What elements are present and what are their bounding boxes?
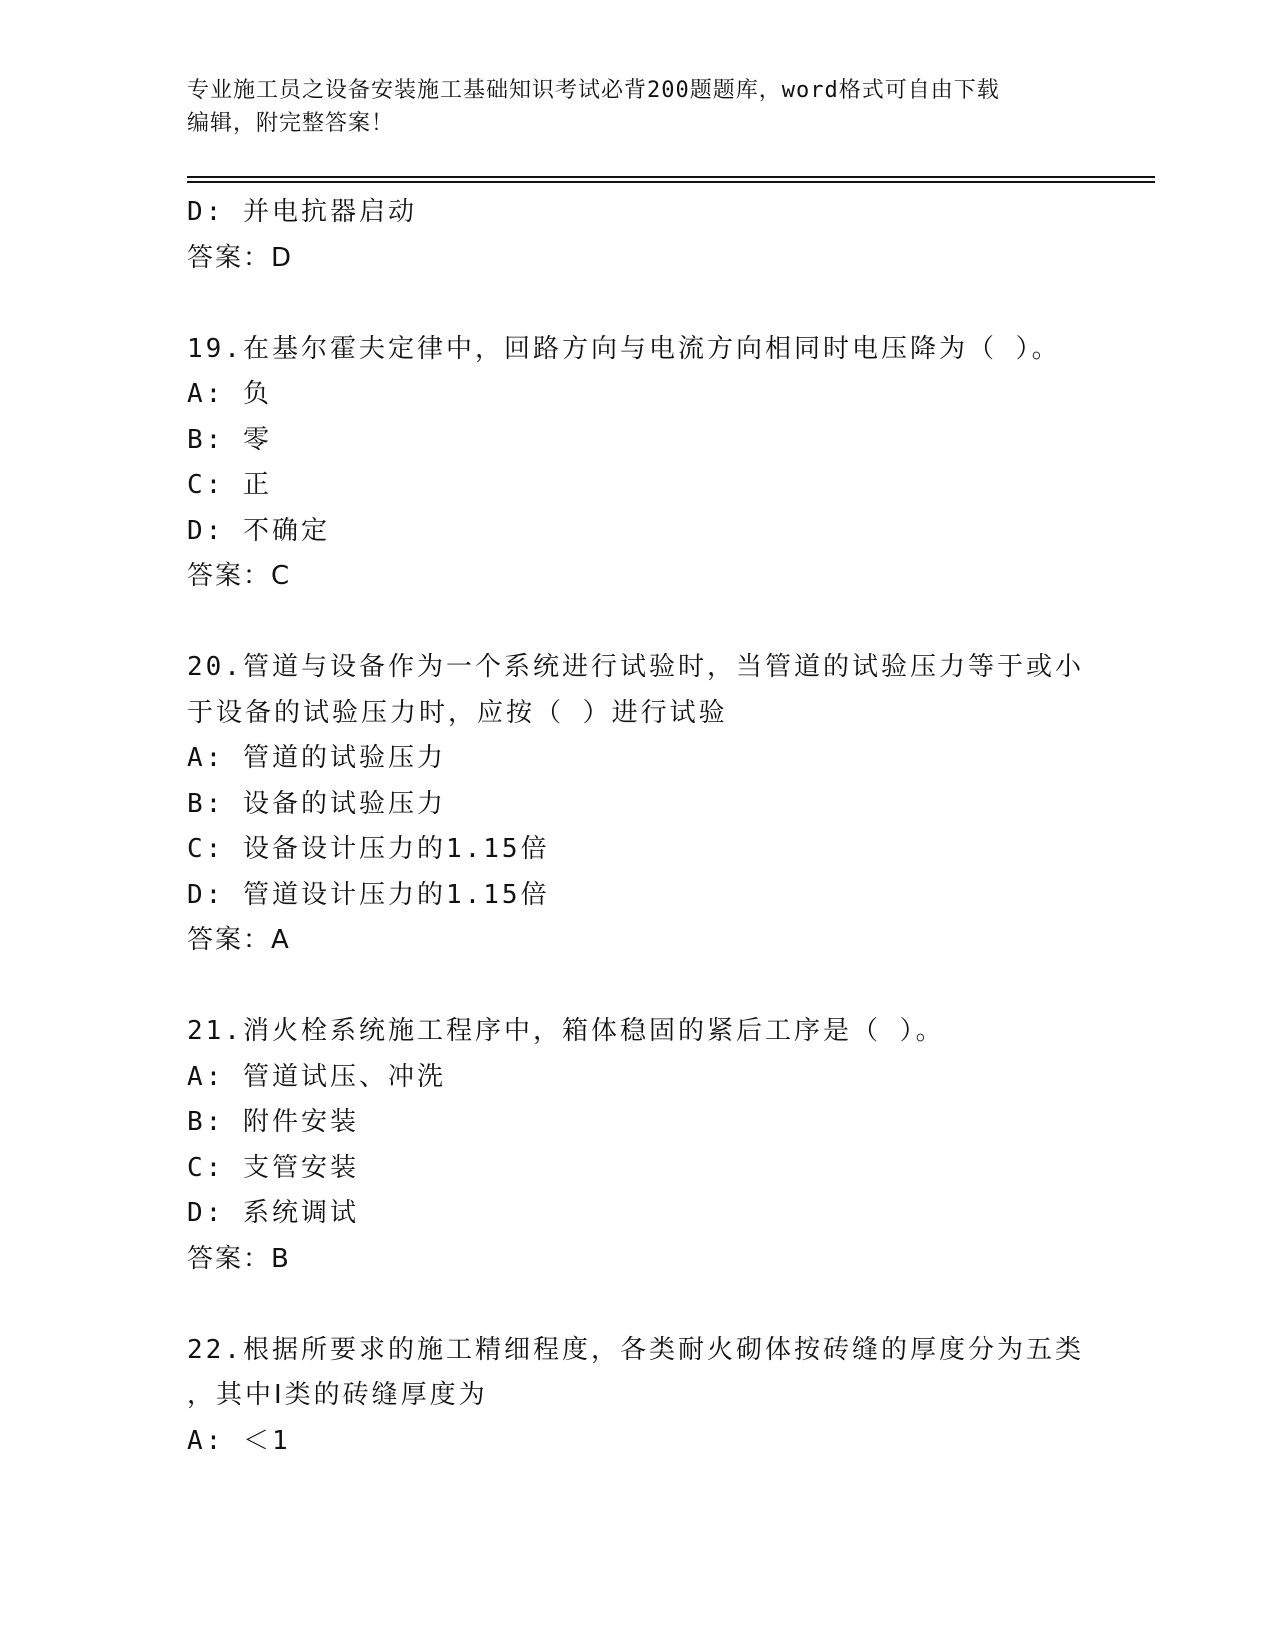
question-stem: 19.在基尔霍夫定律中，回路方向与电流方向相同时电压降为（ ）。: [187, 333, 1061, 364]
option-d: D: 并电抗器启动: [187, 197, 417, 227]
answer-line: 答案：C: [187, 561, 292, 591]
document-header: [187, 74, 1087, 140]
header-divider-bottom: [187, 181, 1155, 183]
option-d: D: 系统调试: [187, 1198, 359, 1228]
option-b: B: 附件安装: [187, 1107, 359, 1137]
option-c: C: 设备设计压力的1.15倍: [187, 834, 550, 864]
question-stem-line-1: 20.管道与设备作为一个系统进行试验时，当管道的试验压力等于或小: [187, 652, 1084, 682]
option-b: B: 设备的试验压力: [187, 788, 446, 819]
option-a: A: 管道试压、冲洗: [187, 1061, 446, 1092]
option-c: C: 正: [187, 470, 272, 500]
spacer: [187, 964, 1087, 1010]
question-stem-line-1: 22.根据所要求的施工精细程度，各类耐火砌体按砖缝的厚度分为五类: [187, 1334, 1084, 1365]
question-22: [187, 1328, 1087, 1465]
spacer: [187, 600, 1087, 646]
question-19: [187, 327, 1087, 600]
option-c: C: 支管安装: [187, 1152, 359, 1183]
answer-line: 答案：A: [187, 925, 291, 955]
option-a: A: 负: [187, 379, 272, 409]
option-d: D: 管道设计压力的1.15倍: [187, 879, 550, 910]
answer-line: 答案：B: [187, 1243, 291, 1274]
question-list: [187, 190, 1087, 1464]
option-d: D: 不确定: [187, 515, 330, 546]
header-line-1: 专业施工员之设备安装施工基础知识考试必背200题题库，word格式可自由下载: [187, 78, 1000, 103]
option-a: A: 管道的试验压力: [187, 743, 446, 773]
answer-line: 答案：D: [187, 242, 294, 273]
question-stem: 21.消火栓系统施工程序中，箱体稳固的紧后工序是（ ）。: [187, 1016, 945, 1046]
question-stem-line-2: 于设备的试验压力时，应按（ ）进行试验: [187, 697, 728, 728]
spacer: [187, 1282, 1087, 1328]
header-divider-top: [187, 176, 1155, 178]
option-b: B: 零: [187, 424, 272, 455]
option-a: A: ＜1: [187, 1425, 291, 1456]
question-stem-line-2: ，其中Ⅰ类的砖缝厚度为: [187, 1380, 488, 1410]
header-line-2: 编辑，附完整答案！: [187, 111, 395, 136]
spacer: [187, 281, 1087, 327]
question-18-tail: [187, 190, 1087, 281]
question-21: [187, 1009, 1087, 1282]
question-20: [187, 645, 1087, 964]
